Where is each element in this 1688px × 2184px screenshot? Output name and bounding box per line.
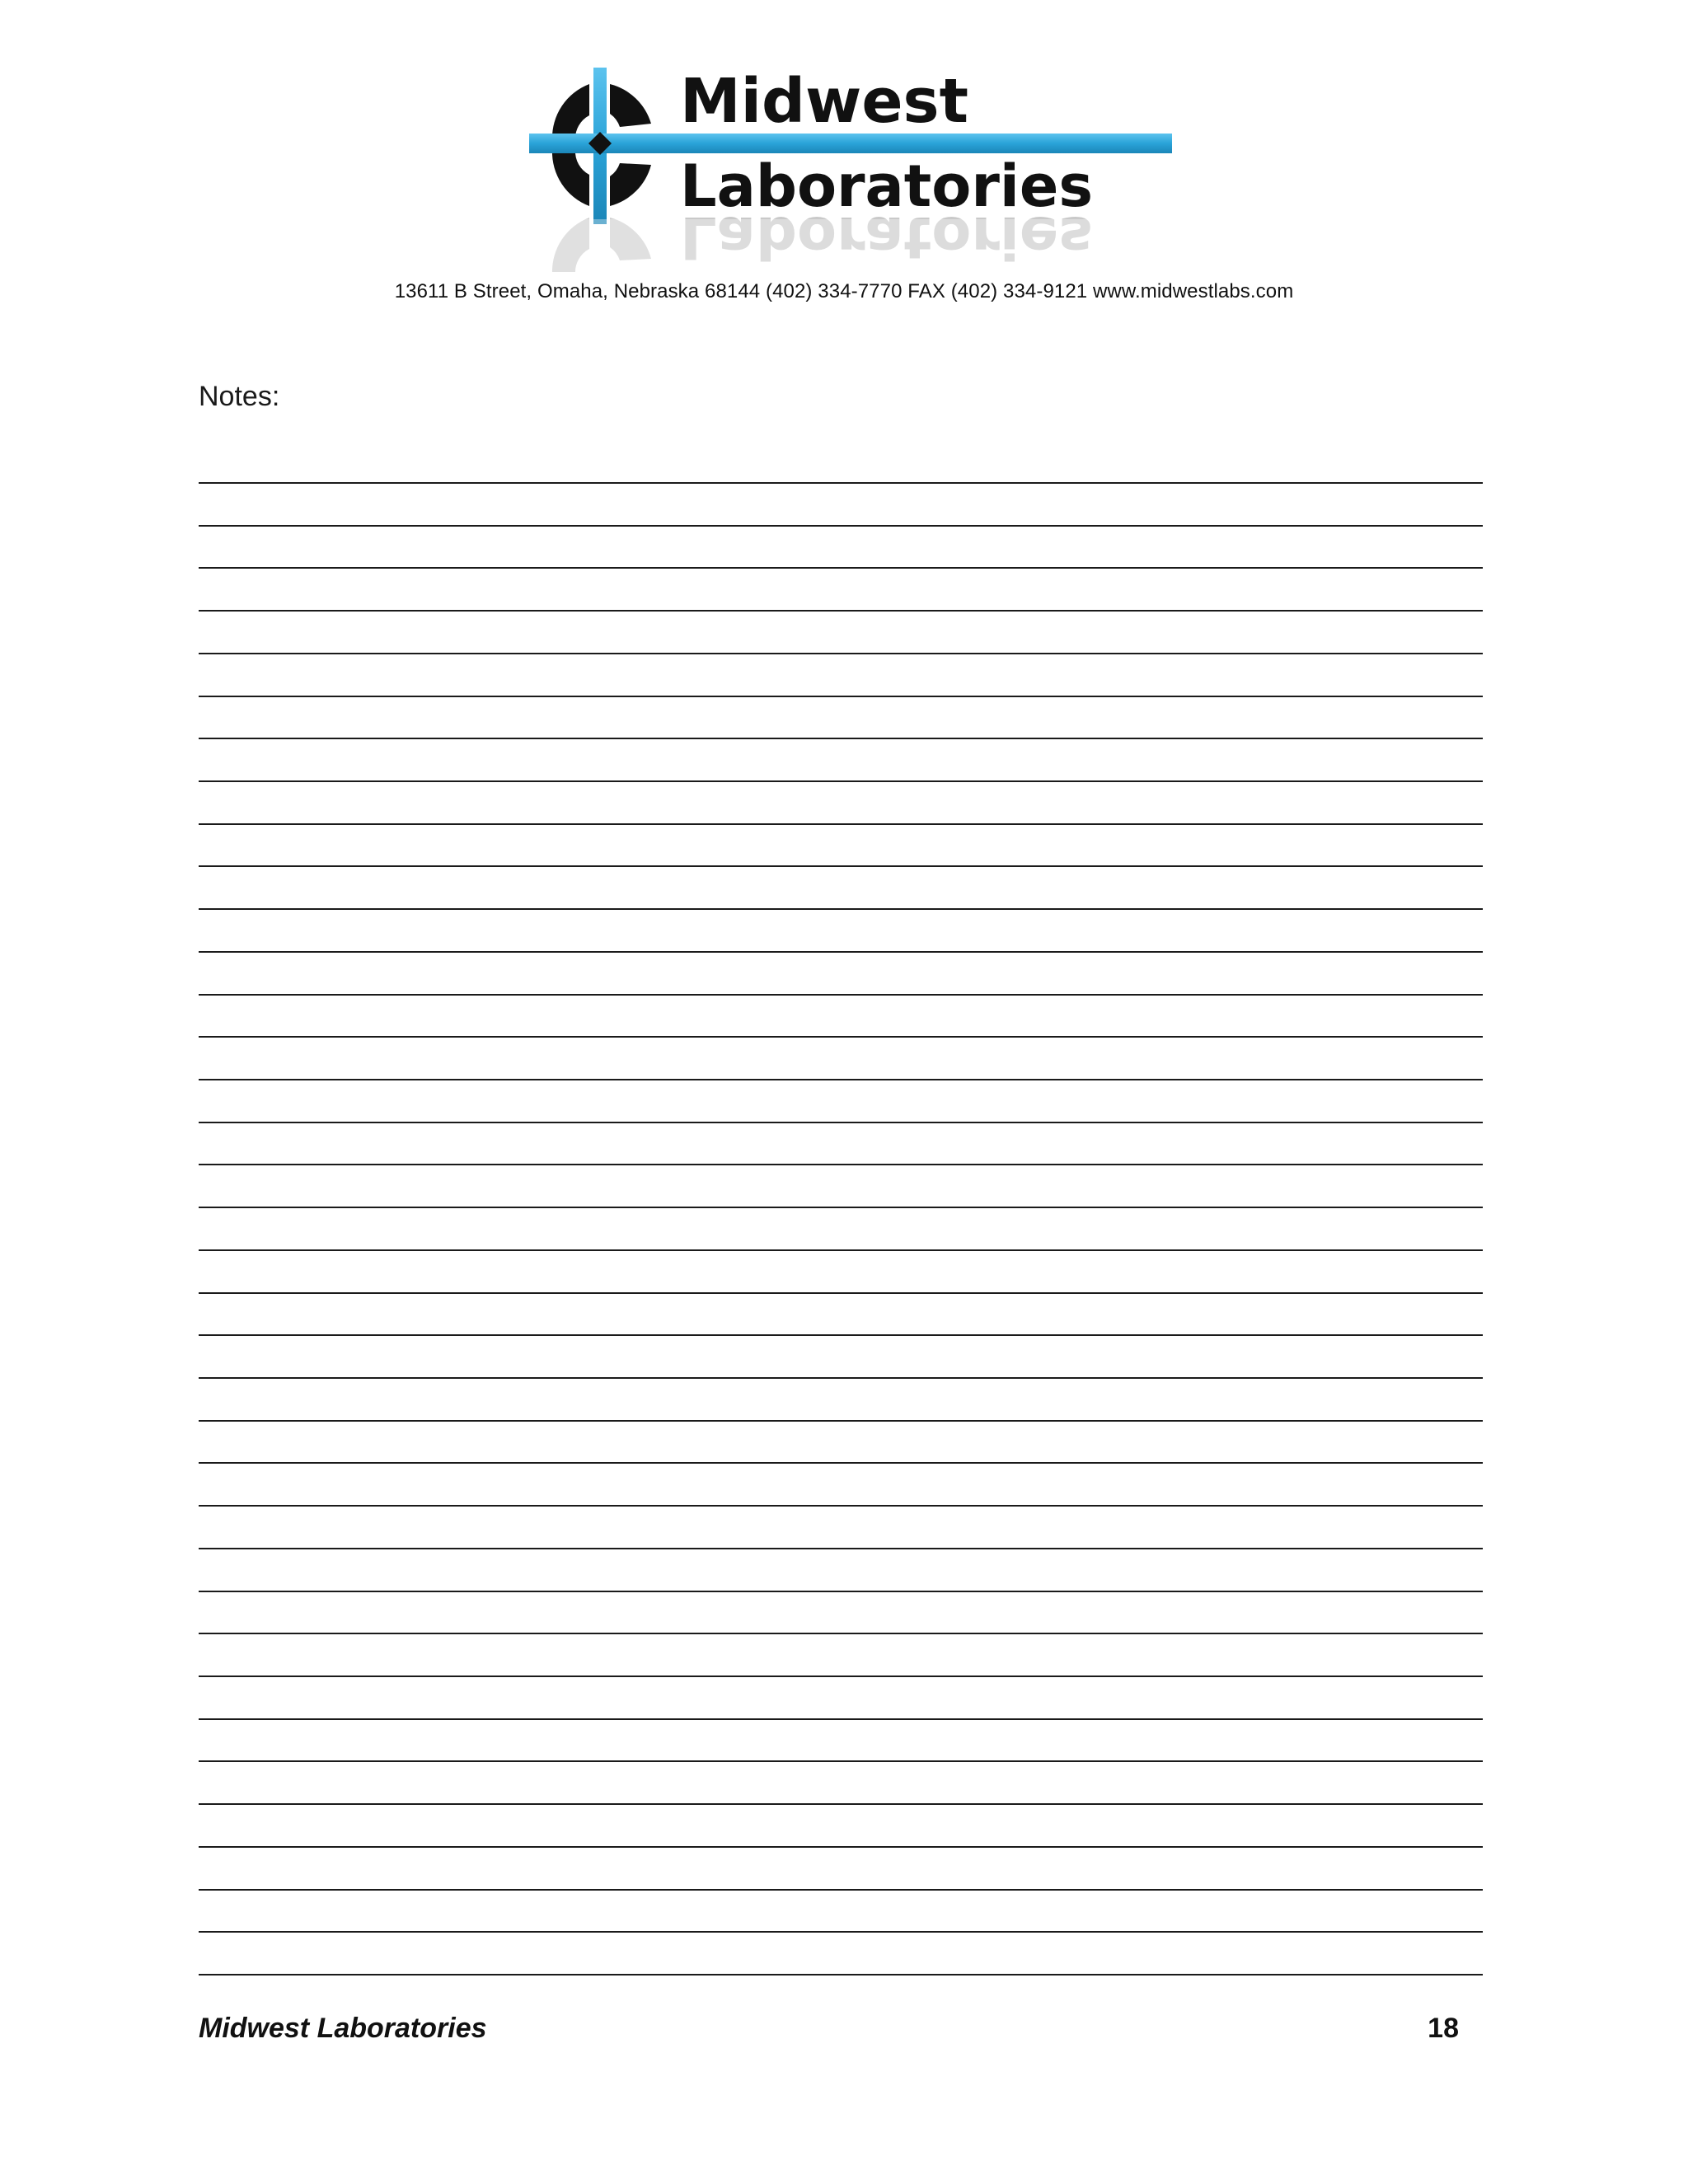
notes-line bbox=[199, 1974, 1483, 1975]
notes-line bbox=[199, 1889, 1483, 1891]
notes-line bbox=[199, 780, 1483, 782]
notes-line bbox=[199, 1377, 1483, 1379]
notes-line bbox=[199, 1420, 1483, 1422]
notes-line bbox=[199, 696, 1483, 697]
notes-line bbox=[199, 1079, 1483, 1080]
notes-line bbox=[199, 610, 1483, 612]
notes-line bbox=[199, 1122, 1483, 1123]
notes-line bbox=[199, 1718, 1483, 1720]
notes-line bbox=[199, 653, 1483, 654]
notes-line bbox=[199, 1760, 1483, 1762]
notes-line bbox=[199, 525, 1483, 527]
notes-line bbox=[199, 1846, 1483, 1848]
company-address: 13611 B Street, Omaha, Nebraska 68144 (402) 334-7770 FAX (402) 334-9121 www.midwestlabs.com bbox=[394, 280, 1294, 302]
svg-text:Laboratories: Laboratories bbox=[680, 204, 1094, 271]
notes-ruled-lines bbox=[199, 0, 1483, 2184]
notes-line bbox=[199, 482, 1483, 484]
notes-line bbox=[199, 1505, 1483, 1507]
notes-line bbox=[199, 1548, 1483, 1549]
notes-line bbox=[199, 1462, 1483, 1464]
notes-line bbox=[199, 908, 1483, 910]
notes-line bbox=[199, 994, 1483, 996]
notes-line bbox=[199, 951, 1483, 953]
notes-line bbox=[199, 567, 1483, 569]
notes-line bbox=[199, 1931, 1483, 1933]
notes-line bbox=[199, 1334, 1483, 1336]
notes-label: Notes: bbox=[199, 381, 280, 412]
footer-company-name: Midwest Laboratories bbox=[199, 2013, 487, 2044]
notes-line bbox=[199, 865, 1483, 867]
logo-text-laboratories: Laboratories bbox=[680, 152, 1094, 220]
notes-line bbox=[199, 1803, 1483, 1805]
notes-line bbox=[199, 1675, 1483, 1677]
notes-line bbox=[199, 738, 1483, 739]
notes-line bbox=[199, 1207, 1483, 1208]
notes-line bbox=[199, 1591, 1483, 1592]
notes-line bbox=[199, 1164, 1483, 1165]
notes-line bbox=[199, 1036, 1483, 1038]
notes-line bbox=[199, 1292, 1483, 1294]
page-number: 18 bbox=[1428, 2013, 1459, 2044]
notes-line bbox=[199, 823, 1483, 825]
logo-text-midwest: Midwest bbox=[680, 66, 968, 137]
notes-line bbox=[199, 1249, 1483, 1251]
notes-line bbox=[199, 1633, 1483, 1634]
